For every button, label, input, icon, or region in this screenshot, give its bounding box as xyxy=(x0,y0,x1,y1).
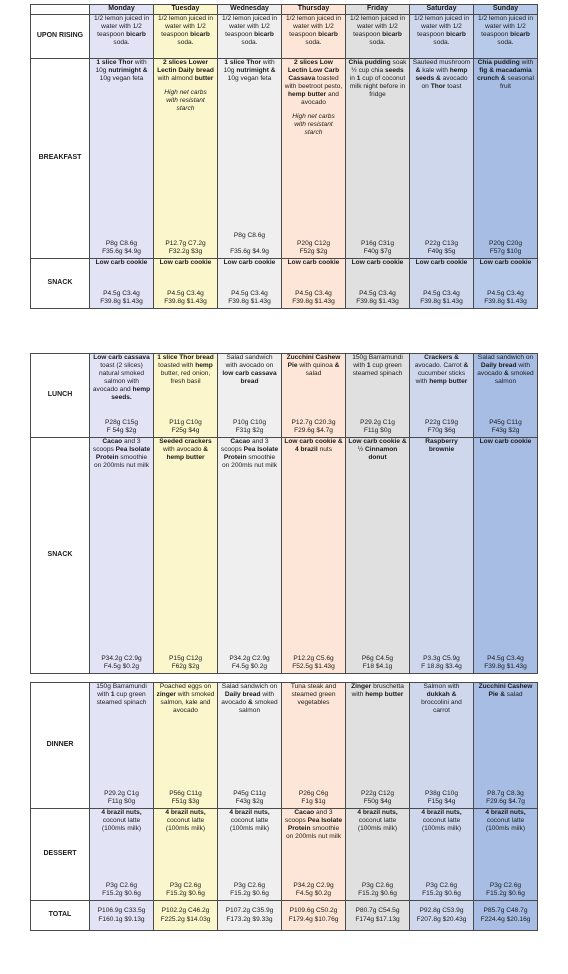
meal-macros: P3g C2.6g F15.2g $0.6g xyxy=(358,881,397,897)
meal-macros: P12.2g C5.6g F52.5g $1.43g xyxy=(292,654,335,670)
snack1-cell-sunday xyxy=(474,259,538,309)
meal-description: Low carb cookie xyxy=(287,259,340,266)
dessert-cell-sunday xyxy=(474,809,538,901)
meal-description: Low carb cookie xyxy=(95,259,148,266)
breakfast-cell-thursday xyxy=(282,59,346,259)
meal-macros: P56g C11g F51g $3g xyxy=(169,789,202,805)
row-label-lunch: LUNCH xyxy=(31,354,90,438)
meal-macros: P34.2g C2.9g F4.5g $0.2g xyxy=(101,654,142,670)
total-macros: P109.6g C50.2g F179.4g $10.76g xyxy=(288,907,339,923)
lunch-cell-sunday xyxy=(474,354,538,438)
total-macros: P102.2g C46.2g F225.2g $14.03g xyxy=(160,907,211,923)
meal-plan-table-middle xyxy=(30,353,538,674)
meal-description: Poached eggs on zinger with smoked salmon, kale and avocado xyxy=(156,683,215,715)
meal-description: 1/2 lemon juiced in water with 1/2 teaspoon bicarb soda. xyxy=(349,15,406,47)
meal-description: 4 brazil nuts, coconut latte (100mls milk) xyxy=(229,809,270,833)
meal-macros: P4.5g C3.4g F39.8g $1.43g xyxy=(484,289,527,305)
total-cell-thursday xyxy=(282,901,346,931)
meal-macros: P4.5g C3.4g F39.8g $1.43g xyxy=(228,289,271,305)
meal-macros: P4.5g C3.4g F39.8g $1.43g xyxy=(484,654,527,670)
total-cell-friday xyxy=(346,901,410,931)
upon-rising-row xyxy=(31,15,538,59)
meal-description: Cacao and 3 scoops Pea Isolate Protein smoothie on 200mls nut milk xyxy=(220,438,279,470)
meal-description: 4 brazil nuts, coconut latte (100mls milk) xyxy=(357,809,398,833)
dinner-row xyxy=(31,683,538,809)
meal-macros: P38g C10g F15g $4g xyxy=(425,789,458,805)
snack1-cell-monday xyxy=(90,259,154,309)
dessert-row xyxy=(31,809,538,901)
corner-cell xyxy=(31,5,90,15)
upon_rising-cell-saturday xyxy=(410,15,474,59)
meal-description: Raspberry brownie xyxy=(425,438,458,454)
breakfast-cell-wednesday xyxy=(218,59,282,259)
total-row xyxy=(31,901,538,931)
meal-description: Cacao and 3 scoops Pea Isolate Protein smoothie on 200mls nut milk xyxy=(92,438,151,470)
dessert-cell-monday xyxy=(90,809,154,901)
row-label-upon_rising: UPON RISING xyxy=(31,15,90,59)
meal-description: 2 slices Low Lectin Low Carb Cassava toasted with beetroot pesto, hemp butter and avocado xyxy=(284,59,343,107)
lunch-row xyxy=(31,354,538,438)
total-cell-saturday xyxy=(410,901,474,931)
meal-description: 1/2 lemon juiced in water with 1/2 teaspoon bicarb soda. xyxy=(413,15,470,47)
meal-macros: P8.7g C8.3g F29.6g $4.7g xyxy=(486,789,525,805)
meal-description: Low carb cookie xyxy=(479,438,532,445)
meal-macros: P45g C11g F43g $2g xyxy=(489,418,522,434)
total-macros: P107.2g C35.9g F173.2g $9.33g xyxy=(225,907,274,923)
meal-description: Low carb cookie xyxy=(223,259,276,266)
dinner-cell-saturday xyxy=(410,683,474,809)
snack1-cell-saturday xyxy=(410,259,474,309)
row-label-snack1: SNACK xyxy=(31,259,90,309)
upon_rising-cell-friday xyxy=(346,15,410,59)
meal-description: Low carb cookie & ½ Cinnamon donut xyxy=(348,438,407,462)
upon_rising-cell-sunday xyxy=(474,15,538,59)
meal-macros: P29.2g C1g F11g $0g xyxy=(360,418,395,434)
row-label-dessert: DESSERT xyxy=(31,809,90,901)
meal-macros: P34.2g C2.9g F4.5g $0.2g xyxy=(293,881,334,897)
breakfast-cell-friday xyxy=(346,59,410,259)
total-cell-wednesday xyxy=(218,901,282,931)
snack1-cell-tuesday xyxy=(154,259,218,309)
day-header-wednesday: Wednesday xyxy=(218,5,282,15)
day-header-friday: Friday xyxy=(346,5,410,15)
meal-description: 4 brazil nuts, coconut latte (100mls milk) xyxy=(421,809,462,833)
meal-macros: P11g C10g F25g $4g xyxy=(169,418,202,434)
dinner-cell-monday xyxy=(90,683,154,809)
meal-note: High net carbs with resistant starch xyxy=(292,113,335,137)
meal-macros: P22g C19g F70g $6g xyxy=(425,418,458,434)
dessert-cell-friday xyxy=(346,809,410,901)
meal-description: Salad sandwich on Daily bread with avocado & smoked salmon xyxy=(221,683,278,715)
dinner-cell-tuesday xyxy=(154,683,218,809)
day-header-tuesday: Tuesday xyxy=(154,5,218,15)
meal-macros: P8g C8.6g F35.6g $4.9g xyxy=(230,231,269,255)
meal-macros: P20g C20g F57g $10g xyxy=(489,239,522,255)
meal-description: 1/2 lemon juiced in water with 1/2 teaspoon bicarb soda. xyxy=(477,15,534,47)
total-macros: P106.9g C33.5g F160.1g $9.13g xyxy=(97,907,146,923)
meal-macros: P8g C8.6g F35.6g $4.9g xyxy=(102,239,141,255)
meal-description: Crackers & avocado. Carrot & cucumber sticks with hemp butter xyxy=(414,354,469,386)
meal-description: 4 brazil nuts, coconut latte (100mls milk) xyxy=(165,809,206,833)
meal-description: 1 slice Thor with 10g nutrimight & 10g vegan feta xyxy=(95,59,148,83)
meal-description: 150g Barramundi with 1 cup green steamed spinach xyxy=(96,683,147,707)
meal-description: Low carb cookie xyxy=(159,259,212,266)
day-header-saturday: Saturday xyxy=(410,5,474,15)
meal-macros: P3g C2.6g F15.2g $0.6g xyxy=(166,881,205,897)
row-label-dinner: DINNER xyxy=(31,683,90,809)
meal-macros: P20g C12g F52g $2g xyxy=(297,239,330,255)
total-macros: P92.8g C53.9g F207.8g $20.43g xyxy=(416,907,467,923)
breakfast-row xyxy=(31,59,538,259)
meal-description: 1 slice Thor bread toasted with hemp butter, red onion, fresh basil xyxy=(157,354,214,386)
meal-description: Chia pudding with fig & macadamia crunch & seasonal fruit xyxy=(477,59,534,91)
row-label-breakfast: BREAKFAST xyxy=(31,59,90,259)
snack2-cell-monday xyxy=(90,438,154,674)
meal-description: Seeded crackers with avocado & hemp butter xyxy=(159,438,212,462)
snack2-cell-sunday xyxy=(474,438,538,674)
meal-description: Salmon with dukkah & broccolini and carrot xyxy=(421,683,462,715)
meal-description: Low carb cookie xyxy=(415,259,468,266)
total-macros: P80.7g C54.5g F174g $17.13g xyxy=(355,907,400,923)
breakfast-cell-monday xyxy=(90,59,154,259)
lunch-cell-friday xyxy=(346,354,410,438)
total-cell-tuesday xyxy=(154,901,218,931)
meal-description: Salad sandwich on Daily bread with avocado & smoked salmon xyxy=(477,354,534,386)
meal-description: 4 brazil nuts, coconut latte (100mls milk) xyxy=(485,809,526,833)
meal-description: 1/2 lemon juiced in water with 1/2 teaspoon bicarb soda. xyxy=(221,15,278,47)
meal-macros: P12.7g C20.3g F29.6g $4.7g xyxy=(291,418,336,434)
meal-macros: P3g C2.6g F15.2g $0.6g xyxy=(230,881,269,897)
meal-macros: P29.2g C1g F11g $0g xyxy=(104,789,139,805)
lunch-cell-saturday xyxy=(410,354,474,438)
meal-macros: P26g C6g F1g $1g xyxy=(298,789,329,805)
meal-macros: P4.5g C3.4g F39.8g $1.43g xyxy=(420,289,463,305)
upon_rising-cell-thursday xyxy=(282,15,346,59)
dinner-cell-sunday xyxy=(474,683,538,809)
day-header-row xyxy=(31,5,538,15)
meal-macros: P22g C13g F49g $5g xyxy=(425,239,458,255)
meal-macros: P4.5g C3.4g F39.8g $1.43g xyxy=(164,289,207,305)
meal-description: Low carb cookie xyxy=(351,259,404,266)
meal-description: Zucchini Cashew Pie & salad xyxy=(478,683,533,699)
meal-plan-table-bottom xyxy=(30,682,538,931)
meal-macros: P15g C12g F62g $2g xyxy=(169,654,202,670)
meal-macros: P6g C4.5g F18 $4.1g xyxy=(361,654,394,670)
meal-macros: P3g C2.6g F15.2g $0.6g xyxy=(422,881,461,897)
breakfast-cell-tuesday xyxy=(154,59,218,259)
breakfast-cell-saturday xyxy=(410,59,474,259)
snack1-cell-wednesday xyxy=(218,259,282,309)
meal-description: 1/2 lemon juiced in water with 1/2 teaspoon bicarb soda. xyxy=(285,15,342,47)
meal-macros: P34.2g C2.9g F4.5g $0.2g xyxy=(229,654,270,670)
meal-description: 1/2 lemon juiced in water with 1/2 teaspoon bicarb soda. xyxy=(157,15,214,47)
meal-note: High net carbs with resistant starch xyxy=(164,89,207,113)
meal-description: Low carb cookie & 4 brazil nuts xyxy=(284,438,343,454)
upon_rising-cell-tuesday xyxy=(154,15,218,59)
snack-row-morning xyxy=(31,259,538,309)
upon_rising-cell-wednesday xyxy=(218,15,282,59)
meal-macros: P28g C15g F 54g $2g xyxy=(105,418,138,434)
snack-row-afternoon xyxy=(31,438,538,674)
row-label-snack2: SNACK xyxy=(31,438,90,674)
meal-description: 4 brazil nuts, coconut latte (100mls milk) xyxy=(101,809,142,833)
meal-macros: P4.5g C3.4g F39.8g $1.43g xyxy=(356,289,399,305)
meal-macros: P22g C12g F50g $4g xyxy=(361,789,394,805)
upon_rising-cell-monday xyxy=(90,15,154,59)
meal-description: 150g Barramundi with 1 cup green steamed spinach xyxy=(352,354,403,378)
dessert-cell-saturday xyxy=(410,809,474,901)
meal-macros: P45g C11g F43g $2g xyxy=(233,789,266,805)
lunch-cell-monday xyxy=(90,354,154,438)
meal-description: Salad sandwich with avocado on low carb cassava bread xyxy=(222,354,277,386)
snack1-cell-friday xyxy=(346,259,410,309)
day-header-sunday: Sunday xyxy=(474,5,538,15)
meal-description: Sauteed mushroom & kale with hemp seeds & avocado on Thor toast xyxy=(412,59,471,91)
meal-description: Zinger bruschetta with hemp butter xyxy=(351,683,404,699)
total-macros: P85.7g C48.7g F224.4g $20.16g xyxy=(480,907,531,923)
meal-description: 2 slices Lower Lectin Daily bread with almond butter xyxy=(157,59,214,83)
snack2-cell-saturday xyxy=(410,438,474,674)
meal-macros: P3.3g C5.9g F 18.8g $3.4g xyxy=(421,654,462,670)
meal-description: 1/2 lemon juiced in water with 1/2 teaspoon bicarb soda. xyxy=(93,15,150,47)
total-cell-monday xyxy=(90,901,154,931)
day-header-monday: Monday xyxy=(90,5,154,15)
meal-macros: P3g C2.6g F15.2g $0.6g xyxy=(102,881,141,897)
meal-description: Low carb cookie xyxy=(479,259,532,266)
dinner-cell-wednesday xyxy=(218,683,282,809)
meal-macros: P16g C31g F40g $7g xyxy=(361,239,394,255)
meal-description: Low carb cassava toast (2 slices) natural smoked salmon with avocado and hemp seeds. xyxy=(92,354,151,402)
meal-description: 1 slice Thor with 10g nutrimight & 10g vegan feta xyxy=(223,59,276,83)
meal-description: Zucchini Cashew Pie with quinoa & salad xyxy=(286,354,341,378)
dessert-cell-wednesday xyxy=(218,809,282,901)
day-header-thursday: Thursday xyxy=(282,5,346,15)
breakfast-cell-sunday xyxy=(474,59,538,259)
meal-description: Cacao and 3 scoops Pea Isolate Protein smoothie on 200mls nut milk xyxy=(284,809,343,841)
row-label-total: TOTAL xyxy=(31,901,90,931)
dessert-cell-thursday xyxy=(282,809,346,901)
meal-macros: P4.5g C3.4g F39.8g $1.43g xyxy=(292,289,335,305)
snack2-cell-wednesday xyxy=(218,438,282,674)
lunch-cell-thursday xyxy=(282,354,346,438)
lunch-cell-wednesday xyxy=(218,354,282,438)
meal-macros: P4.5g C3.4g F39.8g $1.43g xyxy=(100,289,143,305)
snack2-cell-thursday xyxy=(282,438,346,674)
meal-macros: P3g C2.6g F15.2g $0.6g xyxy=(486,881,525,897)
meal-plan-table-top xyxy=(30,4,538,309)
dinner-cell-thursday xyxy=(282,683,346,809)
meal-macros: P10g C10g F31g $2g xyxy=(233,418,266,434)
meal-description: Chia pudding soak ½ cup chia seeds in 1 cup of coconut milk night before in fridge xyxy=(348,59,407,99)
lunch-cell-tuesday xyxy=(154,354,218,438)
total-cell-sunday xyxy=(474,901,538,931)
dinner-cell-friday xyxy=(346,683,410,809)
snack2-cell-tuesday xyxy=(154,438,218,674)
dessert-cell-tuesday xyxy=(154,809,218,901)
snack1-cell-thursday xyxy=(282,259,346,309)
meal-description: Tuna steak and steamed green vegetables xyxy=(290,683,337,707)
snack2-cell-friday xyxy=(346,438,410,674)
meal-macros: P12.7g C7.2g F32.2g $3g xyxy=(165,239,206,255)
